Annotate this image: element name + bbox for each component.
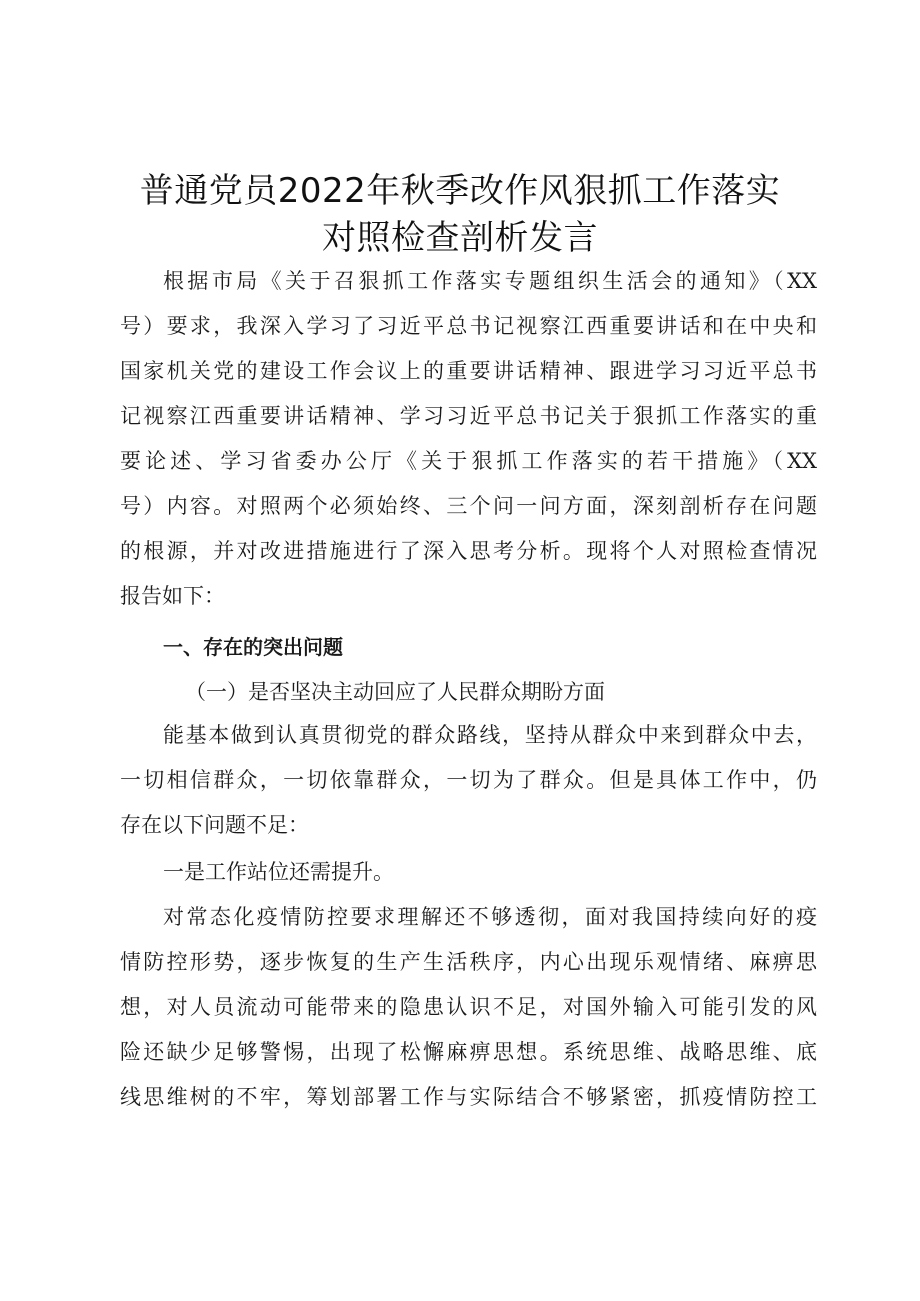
subsection-heading: （一）是否坚决主动回应了人民群众期盼方面 (185, 680, 605, 704)
paragraph-line: 报告如下： (120, 584, 225, 608)
paragraph-line: 国家机关党的建设工作会议上的重要讲话精神、跟进学习习近平总书 (120, 359, 817, 383)
paragraph-line: 号）内容。对照两个必须始终、三个问一问方面，深刻剖析存在问题 (120, 494, 817, 518)
document-title-line-2: 对照检查剖析发言 (322, 218, 598, 258)
paragraph-line: 要论述、学习省委办公厅《关于狠抓工作落实的若干措施》（XX (120, 449, 817, 473)
paragraph-line: 号）要求，我深入学习了习近平总书记视察江西重要讲话和在中央和 (120, 314, 817, 338)
paragraph-line: 线思维树的不牢，筹划部署工作与实际结合不够紧密，抓疫情防控工 (120, 1085, 817, 1109)
paragraph-line: 对常态化疫情防控要求理解还不够透彻，面对我国持续向好的疫 (163, 905, 817, 929)
paragraph-line: 想，对人员流动可能带来的隐患认识不足，对国外输入可能引发的风 (120, 995, 817, 1019)
section-heading: 一、存在的突出问题 (163, 635, 343, 659)
document-title-line-1: 普通党员2022年秋季改作风狠抓工作落实 (139, 171, 781, 211)
paragraph-line: 的根源，并对改进措施进行了深入思考分析。现将个人对照检查情况 (120, 539, 817, 563)
paragraph-line: 一切相信群众，一切依靠群众，一切为了群众。但是具体工作中，仍 (120, 768, 817, 792)
paragraph-line: 根据市局《关于召狠抓工作落实专题组织生活会的通知》（XX (163, 269, 817, 293)
point-heading: 一是工作站位还需提升。 (163, 860, 394, 884)
paragraph-line: 能基本做到认真贯彻党的群众路线，坚持从群众中来到群众中去， (163, 723, 817, 747)
paragraph-line: 记视察江西重要讲话精神、学习习近平总书记关于狠抓工作落实的重 (120, 404, 817, 428)
paragraph-line: 险还缺少足够警惕，出现了松懈麻痹思想。系统思维、战略思维、底 (120, 1040, 817, 1064)
paragraph-line: 情防控形势，逐步恢复的生产生活秩序，内心出现乐观情绪、麻痹思 (120, 950, 817, 974)
paragraph-line: 存在以下问题不足： (120, 813, 309, 837)
